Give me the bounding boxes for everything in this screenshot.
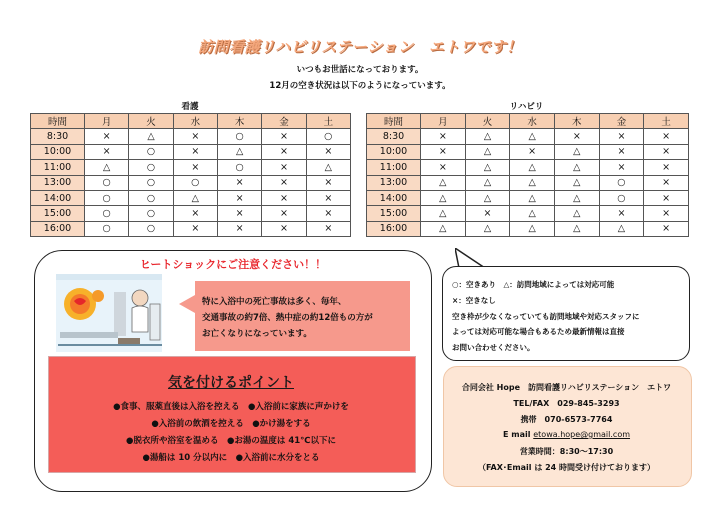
table-row xyxy=(31,160,351,175)
availability-cell: △ xyxy=(510,175,555,190)
heat-shock-title: ヒートショックにご注意ください！！ xyxy=(139,258,327,271)
legend-line-4: よっては対応可能な場合もあるため最新情報は直接 xyxy=(452,327,625,336)
callout-line-1: 特に入浴中の死亡事故は多く、毎年、 xyxy=(202,297,347,307)
table-row xyxy=(367,175,689,190)
availability-cell: × xyxy=(599,129,644,144)
availability-cell: × xyxy=(421,160,466,175)
availability-cell: ○ xyxy=(85,175,129,190)
availability-cell: × xyxy=(173,129,217,144)
availability-cell: △ xyxy=(465,175,510,190)
availability-cell: × xyxy=(262,129,306,144)
availability-cell: × xyxy=(510,144,555,159)
availability-cell: △ xyxy=(510,206,555,221)
email-label: E mail xyxy=(502,430,531,439)
availability-cell: △ xyxy=(129,129,173,144)
availability-cell: ○ xyxy=(85,221,129,236)
legend-line-3: 空き枠が少なくなっていても訪問地域や対応スタッフに xyxy=(452,312,640,321)
table-row xyxy=(367,221,689,236)
intro-line-1: いつもお世話になっております。 xyxy=(296,65,424,75)
point-line-3: ●脱衣所や浴室を温める ●お湯の温度は 41℃以下に xyxy=(126,436,336,446)
nursing-header-0: 時間 xyxy=(31,114,85,129)
time-cell: 11:00 xyxy=(31,160,85,175)
availability-cell: △ xyxy=(554,144,599,159)
availability-cell: ○ xyxy=(129,144,173,159)
callout-arrow xyxy=(179,295,195,313)
point-line-2: ●入浴前の飲酒を控える ●かけ湯をする xyxy=(151,419,311,429)
table-row xyxy=(31,206,351,221)
availability-cell: △ xyxy=(421,175,466,190)
time-cell: 10:00 xyxy=(367,144,421,159)
rehab-header-0: 時間 xyxy=(367,114,421,129)
availability-cell: ○ xyxy=(217,160,261,175)
availability-cell: ○ xyxy=(129,221,173,236)
intro-line-2: 12月の空き状況は以下のようになっています。 xyxy=(269,81,451,91)
availability-cell: △ xyxy=(510,190,555,205)
availability-cell: △ xyxy=(554,206,599,221)
nursing-header-row xyxy=(31,114,351,129)
availability-cell: × xyxy=(554,129,599,144)
callout-line-3: お亡くなりになっています。 xyxy=(202,329,312,339)
availability-cell: △ xyxy=(554,160,599,175)
availability-cell: △ xyxy=(421,221,466,236)
bath-illustration-icon xyxy=(56,274,162,352)
rehab-header-row xyxy=(367,114,689,129)
table-row xyxy=(367,144,689,159)
availability-cell: × xyxy=(421,129,466,144)
table-row xyxy=(367,206,689,221)
time-cell: 13:00 xyxy=(31,175,85,190)
availability-cell: × xyxy=(599,206,644,221)
availability-cell: × xyxy=(644,160,689,175)
availability-cell: ○ xyxy=(306,129,350,144)
availability-cell: × xyxy=(644,206,689,221)
availability-cell: × xyxy=(217,206,261,221)
availability-cell: △ xyxy=(465,129,510,144)
nursing-header-4: 木 xyxy=(217,114,261,129)
availability-cell: ○ xyxy=(129,175,173,190)
availability-cell: × xyxy=(644,221,689,236)
table-row xyxy=(367,160,689,175)
availability-cell: △ xyxy=(421,206,466,221)
availability-cell: × xyxy=(644,190,689,205)
availability-cell: × xyxy=(262,175,306,190)
availability-cell: △ xyxy=(465,160,510,175)
table-row xyxy=(367,129,689,144)
availability-cell: × xyxy=(262,221,306,236)
time-cell: 16:00 xyxy=(31,221,85,236)
availability-cell: ○ xyxy=(599,190,644,205)
availability-cell: △ xyxy=(173,190,217,205)
availability-cell: △ xyxy=(85,160,129,175)
availability-cell: × xyxy=(421,144,466,159)
rehab-header-1: 月 xyxy=(421,114,466,129)
availability-cell: ○ xyxy=(599,175,644,190)
availability-cell: × xyxy=(262,206,306,221)
availability-cell: ○ xyxy=(85,190,129,205)
availability-cell: × xyxy=(262,144,306,159)
availability-cell: × xyxy=(262,160,306,175)
availability-cell: × xyxy=(306,144,350,159)
nursing-header-1: 月 xyxy=(85,114,129,129)
table-row xyxy=(31,129,351,144)
points-title: 気を付けるポイント xyxy=(168,375,294,391)
availability-cell: × xyxy=(217,221,261,236)
availability-cell: × xyxy=(173,160,217,175)
tel-fax: TEL/FAX 029-845-3293 xyxy=(513,399,620,408)
availability-cell: ○ xyxy=(217,129,261,144)
legend-line-1: ○：空きあり △：訪問地域によっては対応可能 xyxy=(452,280,615,289)
legend-line-5: お問い合わせください。 xyxy=(452,343,535,352)
availability-cell: × xyxy=(85,129,129,144)
rehab-header-5: 金 xyxy=(599,114,644,129)
rehab-caption: リハビリ xyxy=(509,102,544,112)
nursing-header-3: 水 xyxy=(173,114,217,129)
availability-cell: × xyxy=(306,221,350,236)
rehab-schedule-table xyxy=(366,113,689,237)
availability-cell: × xyxy=(173,221,217,236)
availability-cell: ○ xyxy=(129,190,173,205)
table-row xyxy=(31,190,351,205)
rehab-header-6: 土 xyxy=(644,114,689,129)
availability-cell: △ xyxy=(465,190,510,205)
availability-cell: × xyxy=(217,190,261,205)
business-hours: 営業時間：8:30～17:30 xyxy=(519,447,614,456)
time-cell: 8:30 xyxy=(367,129,421,144)
email-link[interactable]: etowa.hope@gmail.com xyxy=(533,430,631,439)
mobile-phone: 携帯 070-6573-7764 xyxy=(520,415,613,424)
availability-cell: △ xyxy=(554,175,599,190)
availability-cell: △ xyxy=(306,160,350,175)
availability-cell: ○ xyxy=(129,206,173,221)
availability-cell: × xyxy=(599,160,644,175)
time-cell: 13:00 xyxy=(367,175,421,190)
availability-cell: × xyxy=(85,144,129,159)
email-line xyxy=(443,430,690,439)
point-line-4: ●湯船は 10 分以内に ●入浴前に水分をとる xyxy=(142,453,320,463)
time-cell: 14:00 xyxy=(367,190,421,205)
availability-cell: △ xyxy=(599,221,644,236)
time-cell: 8:30 xyxy=(31,129,85,144)
table-row xyxy=(367,190,689,205)
availability-cell: × xyxy=(599,144,644,159)
availability-cell: △ xyxy=(554,190,599,205)
availability-cell: △ xyxy=(217,144,261,159)
page-title: 訪問看護リハビリステーション エトワです！ xyxy=(198,38,522,56)
time-cell: 15:00 xyxy=(31,206,85,221)
table-row xyxy=(31,221,351,236)
time-cell: 16:00 xyxy=(367,221,421,236)
availability-cell: △ xyxy=(554,221,599,236)
availability-cell: × xyxy=(306,190,350,205)
company-name: 合同会社 Hope 訪問看護リハビリステーション エトワ xyxy=(461,383,672,392)
availability-cell: △ xyxy=(465,221,510,236)
time-cell: 14:00 xyxy=(31,190,85,205)
availability-cell: × xyxy=(306,175,350,190)
nursing-caption: 看護 xyxy=(181,102,199,112)
rehab-header-4: 木 xyxy=(554,114,599,129)
table-row xyxy=(31,144,351,159)
rehab-header-2: 火 xyxy=(465,114,510,129)
availability-cell: △ xyxy=(465,144,510,159)
nursing-header-5: 金 xyxy=(262,114,306,129)
table-row xyxy=(31,175,351,190)
nursing-schedule-table xyxy=(30,113,351,237)
point-line-1: ●食事、服薬直後は入浴を控える ●入浴前に家族に声かけを xyxy=(113,402,349,412)
availability-cell: △ xyxy=(510,221,555,236)
availability-cell: △ xyxy=(510,160,555,175)
availability-cell: × xyxy=(173,144,217,159)
availability-cell: × xyxy=(306,206,350,221)
availability-cell: ○ xyxy=(85,206,129,221)
nursing-header-2: 火 xyxy=(129,114,173,129)
availability-cell: × xyxy=(644,129,689,144)
time-cell: 10:00 xyxy=(31,144,85,159)
nursing-header-6: 土 xyxy=(306,114,350,129)
rehab-header-3: 水 xyxy=(510,114,555,129)
availability-cell: △ xyxy=(510,129,555,144)
availability-cell: × xyxy=(644,175,689,190)
reception-note: （FAX･Email は 24 時間受け付けております） xyxy=(477,463,656,472)
availability-cell: × xyxy=(465,206,510,221)
callout-line-2: 交通事故の約7倍、熱中症の約12倍もの方が xyxy=(202,313,373,323)
availability-cell: × xyxy=(644,144,689,159)
availability-cell: ○ xyxy=(129,160,173,175)
availability-cell: × xyxy=(217,175,261,190)
time-cell: 15:00 xyxy=(367,206,421,221)
time-cell: 11:00 xyxy=(367,160,421,175)
availability-cell: × xyxy=(173,206,217,221)
availability-cell: ○ xyxy=(173,175,217,190)
availability-cell: × xyxy=(262,190,306,205)
availability-cell: △ xyxy=(421,190,466,205)
legend-line-2: ×：空きなし xyxy=(452,296,496,305)
